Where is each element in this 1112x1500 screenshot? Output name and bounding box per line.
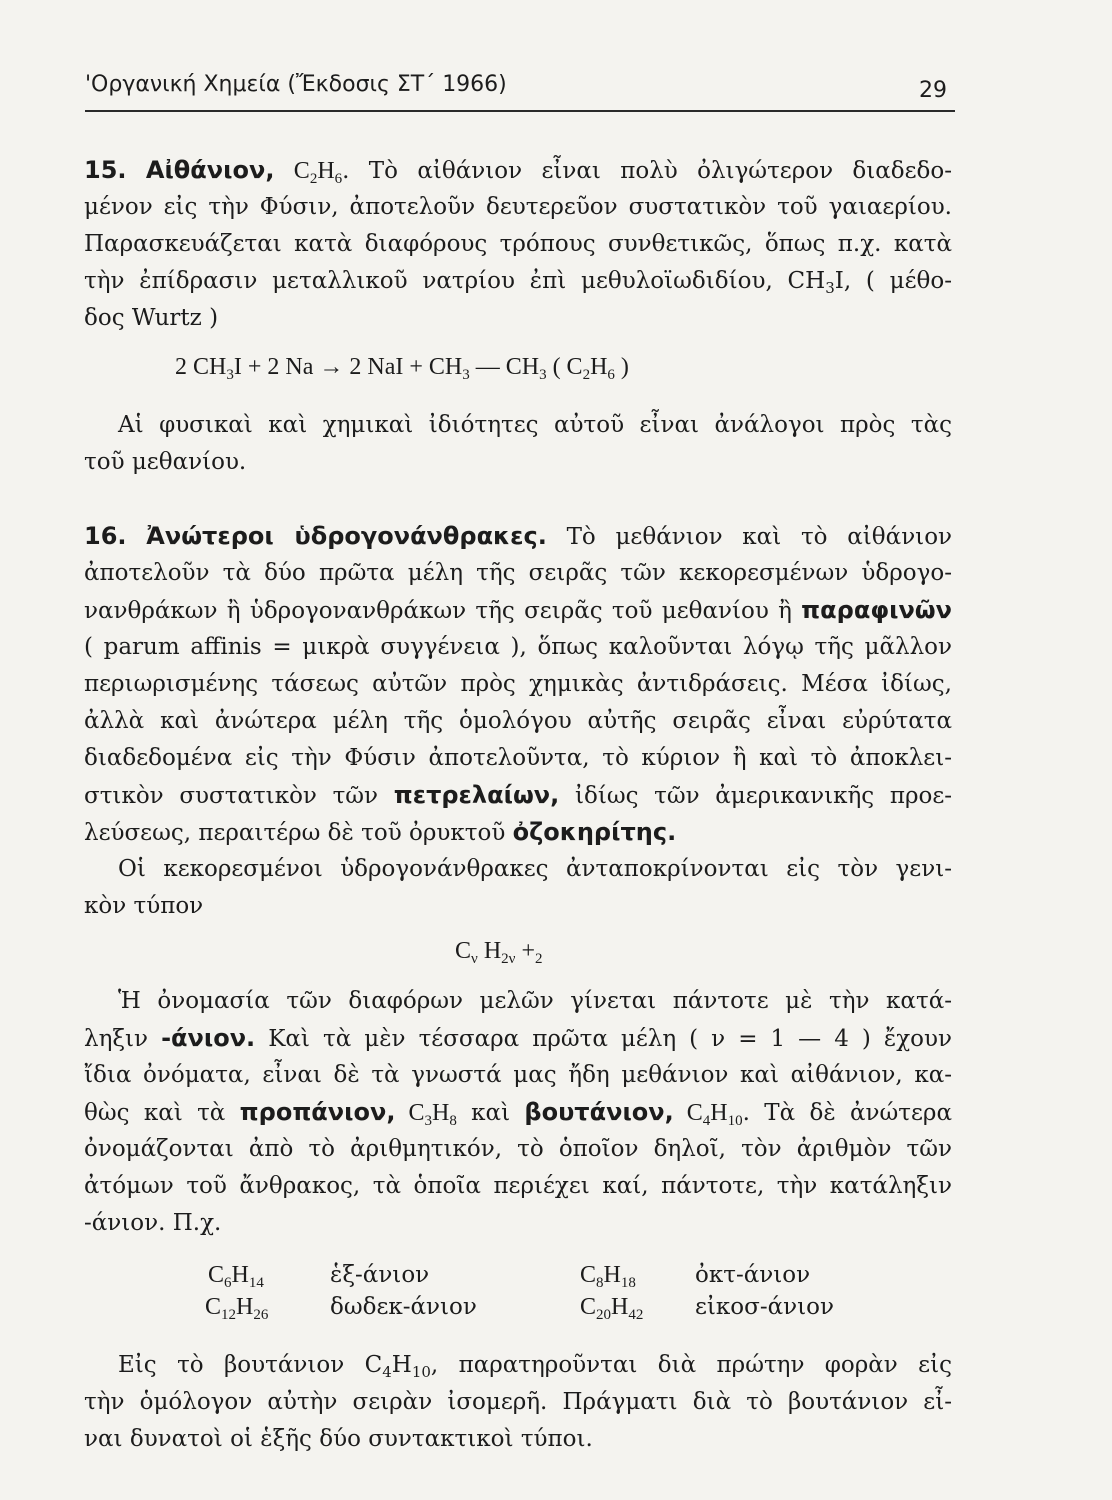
section-16-line-10: Οἱ κεκορεσμένοι ὑδρογονάνθρακες ἀνταποκρίνονται εἰς τὸν γενι- [118, 856, 952, 882]
page-header [85, 72, 955, 112]
section-15-title: Αἰθάνιον, [145, 156, 275, 184]
section-16-line-19: Εἰς τὸ βουτάνιον $C_4H_{10}$, παρατηροῦνται διὰ πρώτην φορὰν εἰς [118, 1352, 952, 1381]
section-16-line-18: -άνιον. Π.χ. [84, 1210, 222, 1236]
section-16-line-7: διαδεδομένα εἰς τὴν Φύσιν ἀποτελοῦντα, τὸ κύριον ἢ καὶ τὸ ἀποκλει- [84, 745, 952, 771]
section-16-line-11: κὸν τύπον [84, 893, 204, 919]
example-formula-c12h26: $C_{12}H_{26}$ [205, 1294, 269, 1323]
section-16-title: Ἀνώτεροι ὑδρογονάνθρακες. [146, 522, 547, 550]
section-16-line-14: ἴδια ὀνόματα, εἶναι δὲ τὰ γνωστά μας ἤδη μεθάνιον καὶ αἰθάνιον, κα- [84, 1062, 952, 1088]
section-16-line-9: λεύσεως, περαιτέρω δὲ τοῦ ὀρυκτοῦ ὀζοκηρίτης. [84, 818, 677, 846]
section-16-line-16: ὀνομάζονται ἀπὸ τὸ ἀριθμητικόν, τὸ ὁποῖον δηλοῖ, τὸν ἀριθμὸν τῶν [84, 1136, 952, 1162]
section-16-line-17: ἀτόμων τοῦ ἄνθρακος, τὰ ὁποῖα περιέχει καί, πάντοτε, τὴν κατάληξιν [84, 1173, 952, 1199]
section-16-line-2: ἀποτελοῦν τὰ δύο πρῶτα μέλη τῆς σειρᾶς τῶν κεκορεσμένων ὑδρογο- [84, 560, 952, 586]
section-16-number: 16. [84, 522, 127, 550]
section-16-line-1: 16. Ἀνώτεροι ὑδρογονάνθρακες. Τὸ μεθάνιον καὶ τὸ αἰθάνιον [84, 522, 953, 550]
example-name-eicosane: εἰκοσ-άνιον [695, 1294, 834, 1320]
section-16-line-12: Ἡ ὀνομασία τῶν διαφόρων μελῶν γίνεται πάντοτε μὲ τὴν κατά- [118, 988, 952, 1014]
example-formula-c8h18: $C_8H_{18}$ [580, 1262, 636, 1291]
wurtz-equation: 2 $CH_3I + 2$ Na → 2 NaI + $CH_3$ — $CH_3$ ( $C_2H_6$ ) [175, 354, 629, 383]
example-name-dodecane: δωδεκ-άνιον [330, 1294, 477, 1320]
example-formula-c6h14: $C_6H_{14}$ [208, 1262, 264, 1291]
section-15-line-1: 15. Αἰθάνιον, $C_2H_6$. Τὸ αἰθάνιον εἶναι πολὺ ὀλιγώτερον διαδεδο- [84, 156, 953, 187]
running-title: 'Οργανική Χημεία (Ἔκδοσις ΣΤ΄ 1966) [85, 72, 507, 97]
section-16-line-5: περιωρισμένης τάσεως αὐτῶν πρὸς χημικὰς ἀντιδράσεις. Μέσα ἰδίως, [84, 671, 952, 697]
section-15-line-3: Παρασκευάζεται κατὰ διαφόρους τρόπους συνθετικῶς, ὅπως π.χ. κατὰ [84, 231, 952, 257]
section-15-line-4: τὴν ἐπίδρασιν μεταλλικοῦ νατρίου ἐπὶ μεθυλοϊωδιδίου, $CH_3I$, ( μέθο- [84, 268, 952, 297]
section-15-line-5: δος Wurtz ) [84, 305, 219, 331]
section-15-number: 15. [84, 156, 127, 184]
ethane-formula: $C_2H_6$ [293, 158, 343, 187]
section-16-line-3: νανθράκων ἢ ὑδρογονανθράκων τῆς σειρᾶς τοῦ μεθανίου ἢ παραφινῶν [84, 596, 952, 624]
section-15-line-6: Αἱ φυσικαὶ καὶ χημικαὶ ἰδιότητες αὐτοῦ εἶναι ἀνάλογοι πρὸς τὰς [118, 412, 952, 438]
example-name-octane: ὀκτ-άνιον [695, 1262, 811, 1288]
general-formula: $C_\nu$ $H_{2\nu} +_2$ [455, 938, 543, 967]
section-16-line-21: ναι δυνατοὶ οἱ ἑξῆς δύο συντακτικοὶ τύποι. [84, 1426, 593, 1452]
section-16-line-6: ἀλλὰ καὶ ἀνώτερα μέλη τῆς ὁμολόγου αὐτῆς σειρᾶς εἶναι εὐρύτατα [84, 708, 952, 734]
example-name-hexane: ἑξ-άνιον [330, 1262, 430, 1288]
section-16-line-15: θὼς καὶ τὰ προπάνιον, $C_3H_8$ καὶ βουτάνιον, $C_4H_{10}$. Τὰ δὲ ἀνώτερα [84, 1098, 952, 1129]
section-16-line-4: ( parum affinis = μικρὰ συγγένεια ), ὅπως καλοῦνται λόγῳ τῆς μᾶλλον [84, 634, 952, 660]
section-16-line-20: τὴν ὁμόλογον αὐτὴν σειρὰν ἰσομερῆ. Πράγματι διὰ τὸ βουτάνιον εἶ- [84, 1389, 952, 1415]
section-15-line-7: τοῦ μεθανίου. [84, 449, 247, 475]
section-16-line-13: ληξιν -άνιον. Καὶ τὰ μὲν τέσσαρα πρῶτα μέλη ( ν = 1 — 4 ) ἔχουν [84, 1024, 952, 1052]
section-15-line-2: μένον εἰς τὴν Φύσιν, ἀποτελοῦν δευτερεῦον συστατικὸν τοῦ γαιαερίου. [84, 194, 952, 220]
example-formula-c20h42: $C_{20}H_{42}$ [580, 1294, 644, 1323]
section-16-line-8: στικὸν συστατικὸν τῶν πετρελαίων, ἰδίως τῶν ἀμερικανικῆς προε- [84, 781, 953, 809]
page-number: 29 [919, 78, 947, 103]
